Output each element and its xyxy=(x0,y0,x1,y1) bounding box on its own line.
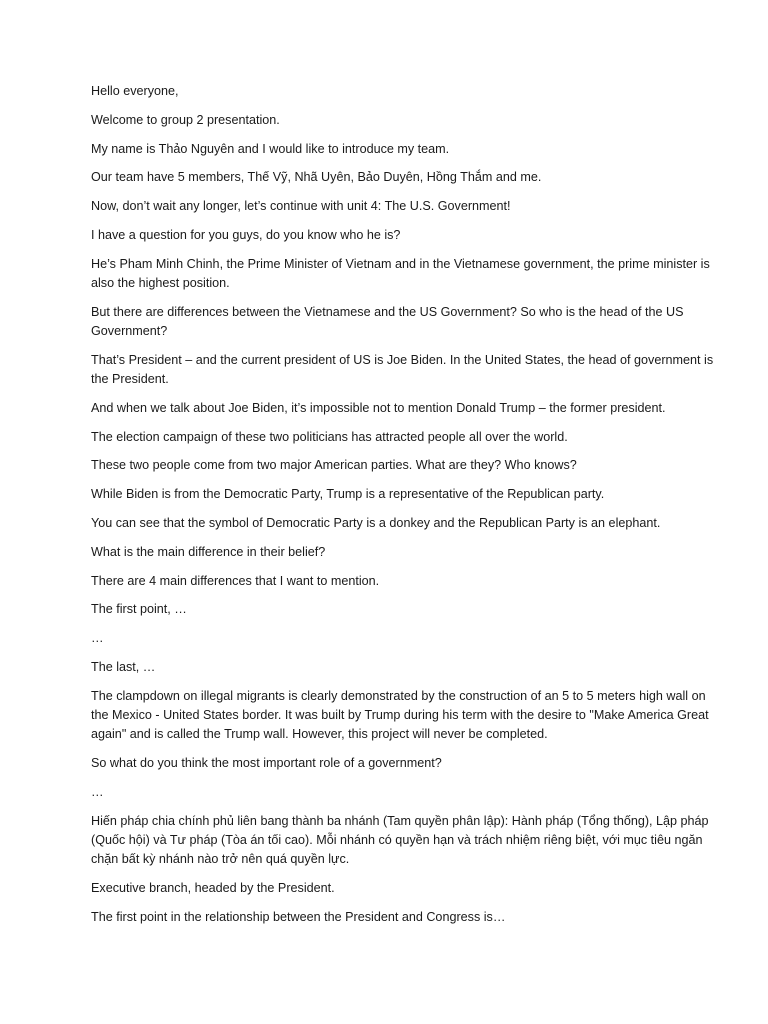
paragraph-belief-question: What is the main difference in their belief? xyxy=(91,544,326,559)
paragraph-greeting: Hello everyone, xyxy=(91,84,179,98)
paragraph-executive-branch: Executive branch, headed by the President. xyxy=(91,880,335,895)
paragraph-parties: While Biden is from the Democratic Party, Trump is a representative of the Republican party. xyxy=(91,487,605,502)
paragraph-prime-minister: He’s Pham Minh Chinh, the Prime Minister of Vietnam and in the Vietnamese government, the prime minister is also the highest position. xyxy=(91,256,710,290)
paragraph-president-congress: The first point in the relationship between the President and Congress is… xyxy=(91,909,506,924)
paragraph-welcome: Welcome to group 2 presentation. xyxy=(91,112,280,127)
paragraph-president: That’s President – and the current president of US is Joe Biden. In the United States, the head of government is the President. xyxy=(91,352,714,386)
paragraph-ellipsis: … xyxy=(91,784,104,799)
paragraph-main-differences: There are 4 main differences that I want to mention. xyxy=(91,573,380,588)
paragraph-former-president: And when we talk about Joe Biden, it’s impossible not to mention Donald Trump – the former president. xyxy=(91,400,666,415)
paragraph-last-point: The last, … xyxy=(91,659,156,674)
paragraph-parties-question: These two people come from two major American parties. What are they? Who knows? xyxy=(91,458,577,473)
paragraph-ellipsis: … xyxy=(91,631,104,646)
paragraph-unit-topic: Now, don’t wait any longer, let’s continue with unit 4: The U.S. Government! xyxy=(91,199,511,214)
paragraph-government-role: So what do you think the most important role of a government? xyxy=(91,755,442,770)
paragraph-differences: But there are differences between the Vietnamese and the US Government? So who is the head of the US Government? xyxy=(91,304,684,338)
paragraph-election-campaign: The election campaign of these two politicians has attracted people all over the world. xyxy=(91,429,568,444)
paragraph-three-branches: Hiến pháp chia chính phủ liên bang thành ba nhánh (Tam quyền phân lập): Hành pháp (Tổng thống), Lập pháp (Quốc hội) và Tư pháp (Tòa án tối cao). Mỗi nhánh có quyền hạn và trách nhiệm riêng biệt, với mục tiêu ngăn chặn bất kỳ nhánh nào trở nên quá quyền lực. xyxy=(91,813,709,866)
paragraph-question-who: I have a question for you guys, do you know who he is? xyxy=(91,227,401,242)
document-body xyxy=(91,82,716,936)
paragraph-team-members: Our team have 5 members, Thế Vỹ, Nhã Uyên, Bảo Duyên, Hồng Thắm and me. xyxy=(91,170,542,185)
paragraph-first-point: The first point, … xyxy=(91,602,187,617)
paragraph-introduction: My name is Thảo Nguyên and I would like to introduce my team. xyxy=(91,141,450,156)
paragraph-border-wall: The clampdown on illegal migrants is clearly demonstrated by the construction of an 5 to 5 meters high wall on the Mexico - United States border. It was built by Trump during his term with the desire to "Make America Great again" and is called the Trump wall. However, this project will never be completed. xyxy=(91,688,709,742)
paragraph-party-symbols: You can see that the symbol of Democratic Party is a donkey and the Republican Party is an elephant. xyxy=(91,515,661,530)
